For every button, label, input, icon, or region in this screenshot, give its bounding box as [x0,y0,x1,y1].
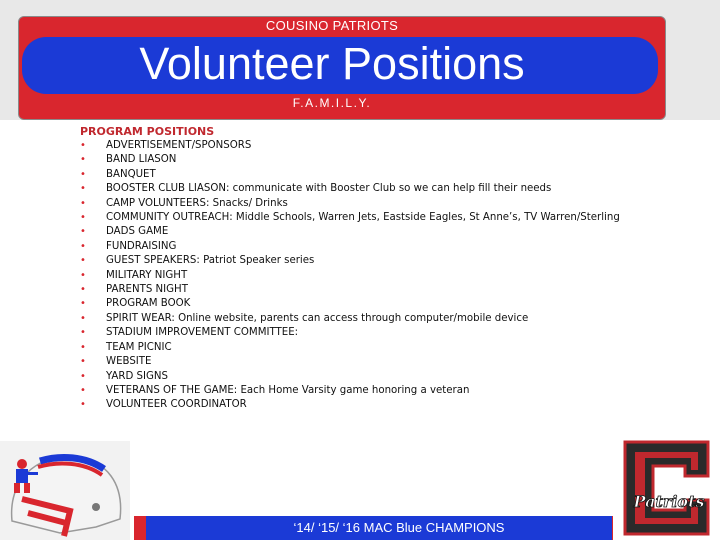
bullet-icon: • [80,341,86,353]
list-item [80,312,680,326]
bullet-icon: • [80,255,86,267]
c-patriots-logo [613,436,720,540]
list-item [80,182,680,196]
list-item-label: YARD SIGNS [106,370,169,382]
list-item-label: STADIUM IMPROVEMENT COMMITTEE: [106,327,299,339]
list-item-label: BOOSTER CLUB LIASON: communicate with Booster Club so we can help fill their needs [106,183,552,195]
bullet-icon: • [80,356,86,368]
list-item [80,211,680,225]
list-item-label: SPIRIT WEAR: Online website, parents can access through computer/mobile device [106,312,529,324]
list-item-label: WEBSITE [106,356,152,368]
list-item-label: DADS GAME [106,226,169,238]
header-sub-label: F.A.M.I.L.Y. [292,96,372,110]
logo-script: Patriots [633,492,705,511]
bullet-icon: • [80,384,86,396]
bullet-icon: • [80,269,86,281]
list-item [80,197,680,211]
list-item [80,297,680,311]
list-item [80,225,680,239]
footer-text: ‘14/ ‘15/ ‘16 MAC Blue CHAMPIONS [146,516,612,540]
bullet-icon: • [80,168,86,180]
list-item [80,139,680,153]
list-item [80,254,680,268]
list-item [80,355,680,369]
header-top-label: COUSINO PATRIOTS [265,18,399,33]
bullet-icon: • [80,154,86,166]
list-item [80,240,680,254]
list-item-label: FUNDRAISING [106,240,177,252]
list-item [80,153,680,167]
list-item [80,168,680,182]
list-item-label: VOLUNTEER COORDINATOR [106,399,247,411]
bullet-icon: • [80,298,86,310]
bullet-icon: • [80,197,86,209]
bullet-icon: • [80,212,86,224]
list-item-label: TEAM PICNIC [106,341,172,353]
section-heading: PROGRAM POSITIONS [80,125,215,138]
content-area [80,125,680,413]
list-item-label: COMMUNITY OUTREACH: Middle Schools, Warren Jets, Eastside Eagles, St Anne’s, TV Warren/Sterling [106,212,620,224]
list-item-label: VETERANS OF THE GAME: Each Home Varsity game honoring a veteran [106,384,470,396]
bullet-icon: • [80,284,86,296]
list-item [80,326,680,340]
list-item [80,341,680,355]
page-title: Volunteer Positions [139,38,525,89]
list-item [80,283,680,297]
bullet-icon: • [80,327,86,339]
list-item-label: GUEST SPEAKERS: Patriot Speaker series [106,255,315,267]
bullet-icon: • [80,183,86,195]
list-item-label: MILITARY NIGHT [106,269,188,281]
bullet-icon: • [80,370,86,382]
bullet-icon: • [80,140,86,151]
list-item-label: PARENTS NIGHT [106,284,188,296]
bullet-icon: • [80,226,86,238]
list-item-label: CAMP VOLUNTEERS: Snacks/ Drinks [106,197,288,209]
list-item-label: PROGRAM BOOK [106,298,191,310]
list-item [80,398,680,412]
list-item-label: BANQUET [106,168,156,180]
bullet-icon: • [80,399,86,411]
list-item-label: ADVERTISEMENT/SPONSORS [106,140,252,151]
positions-list [80,139,680,413]
list-item [80,269,680,283]
list-item [80,370,680,384]
bullet-icon: • [80,312,86,324]
bullet-icon: • [80,240,86,252]
list-item [80,384,680,398]
patriots-helmet-logo [0,441,130,540]
list-item-label: BAND LIASON [106,154,177,166]
